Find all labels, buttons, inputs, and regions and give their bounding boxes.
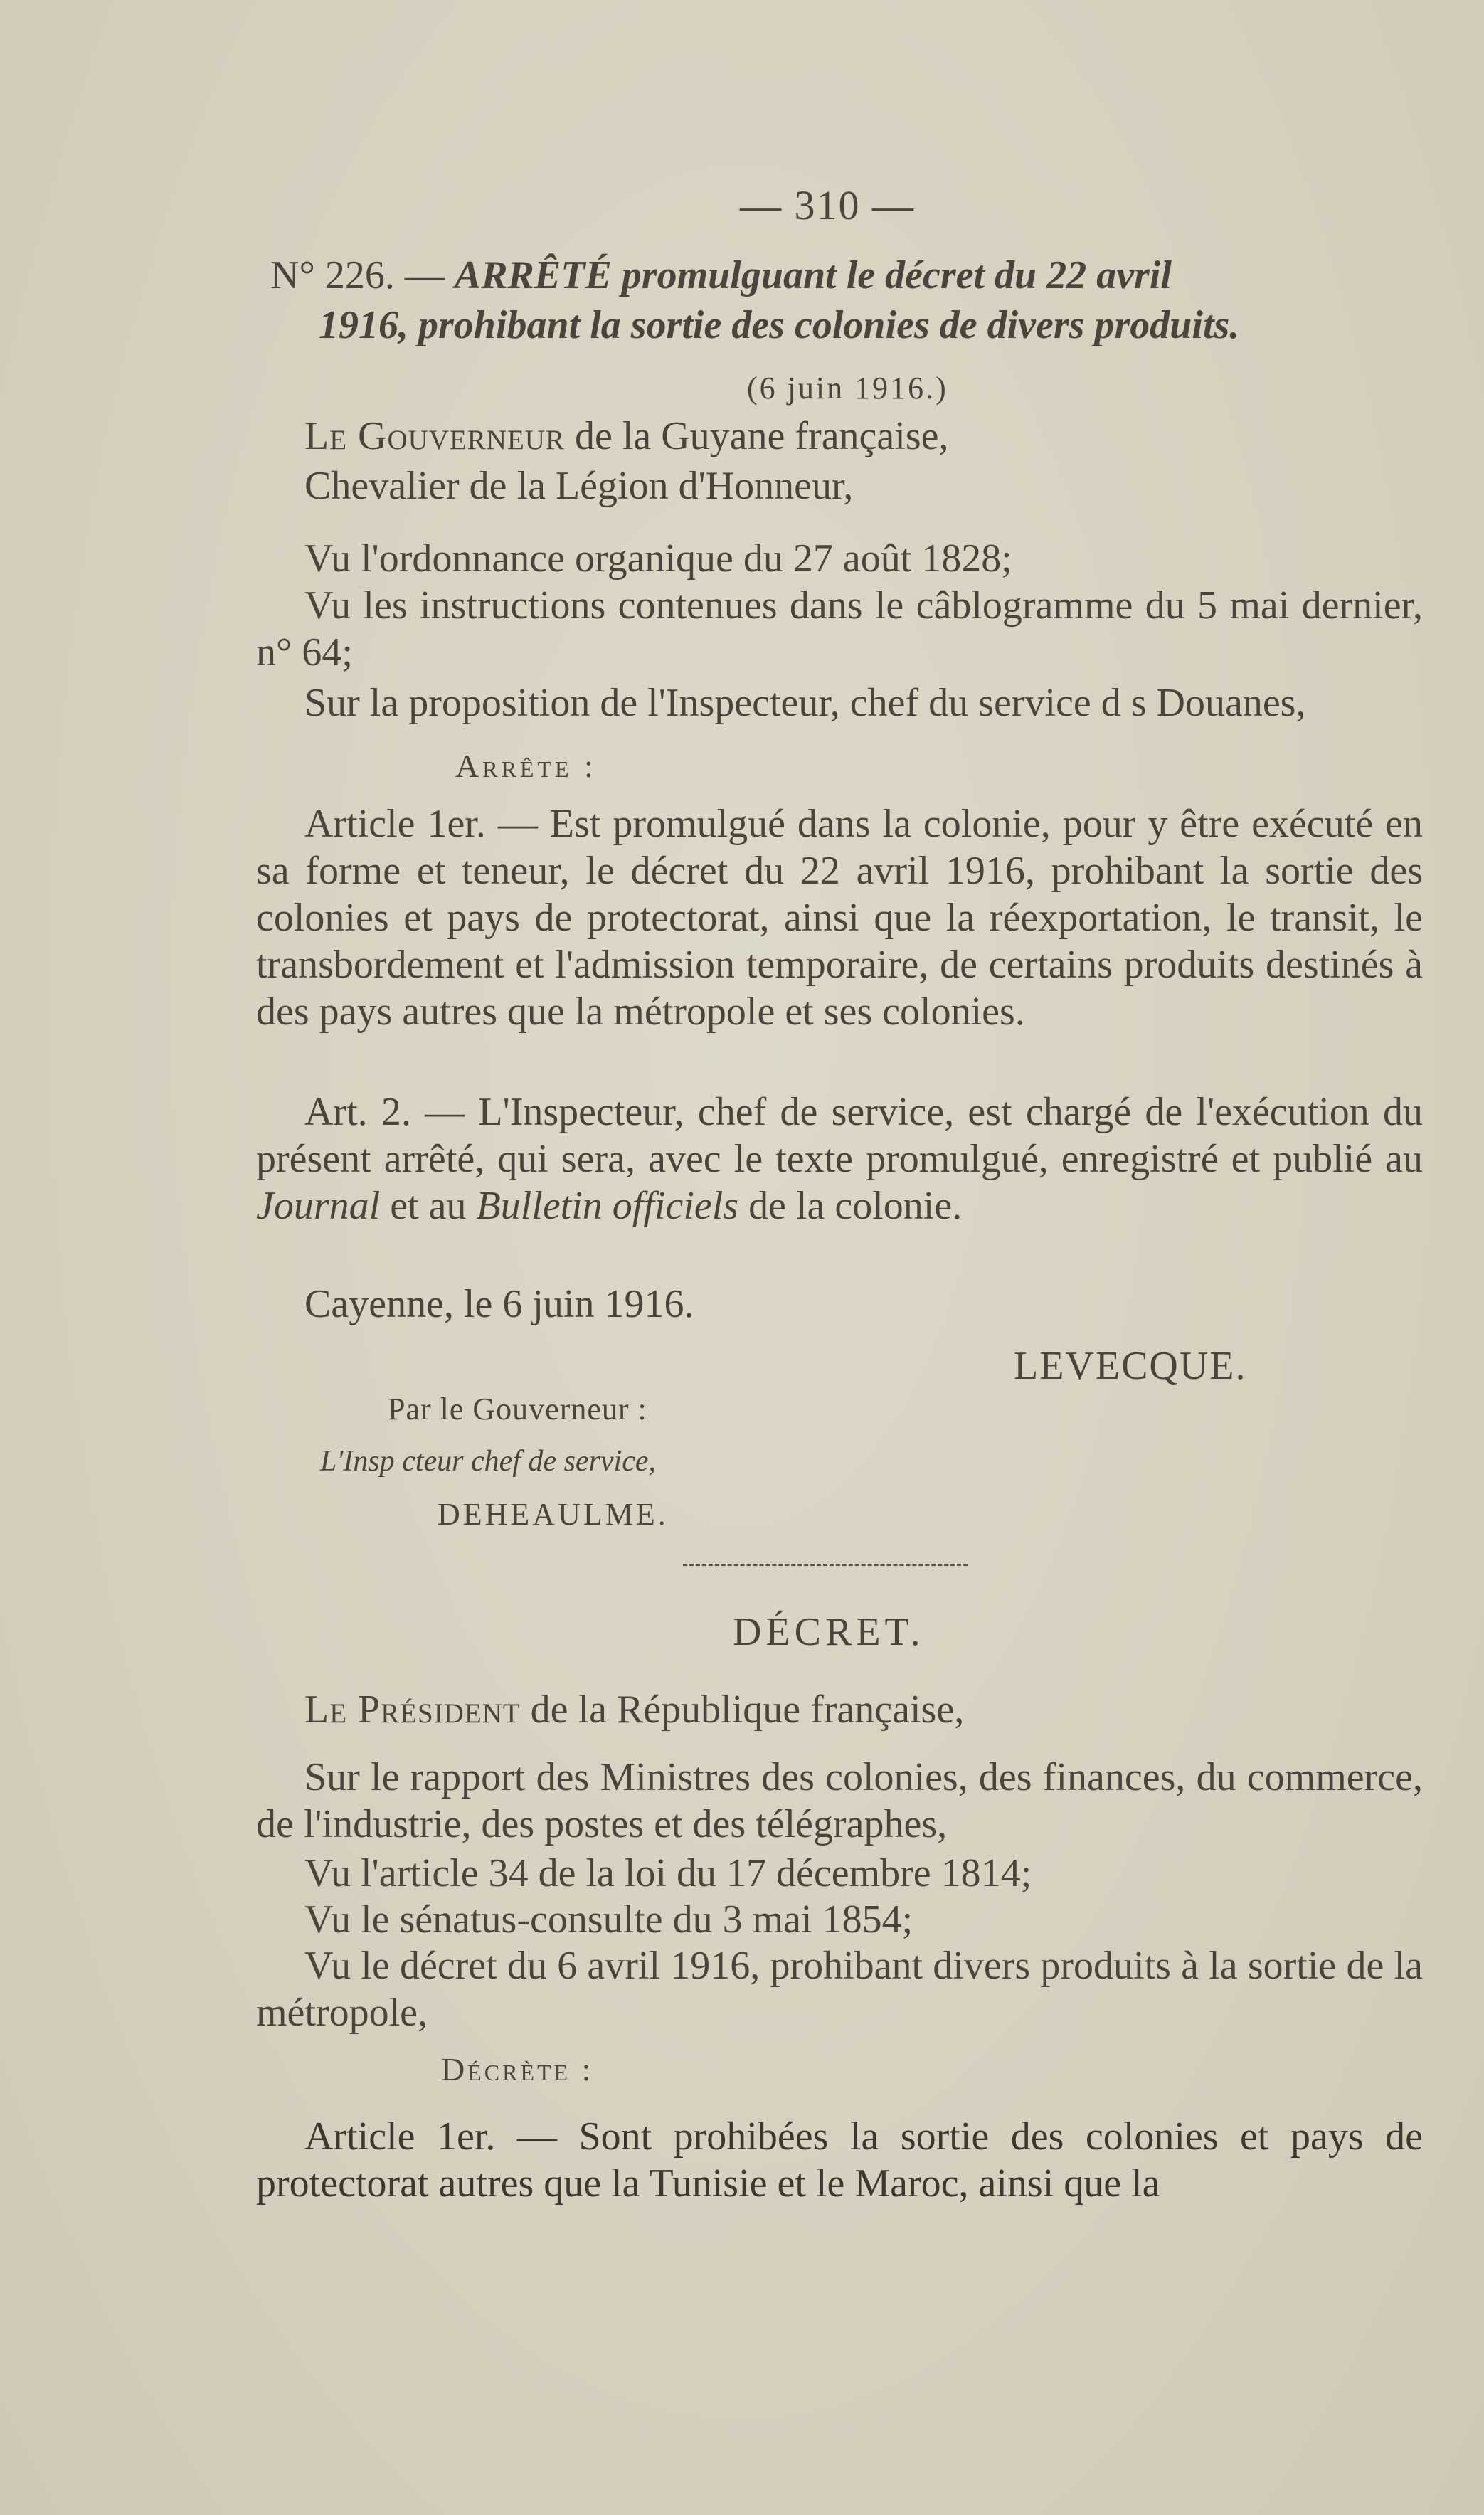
arrete-label: Arrête : (455, 748, 597, 784)
arrete-article-1 (256, 800, 1423, 1035)
arrete-article-2 (256, 1089, 1423, 1229)
decret-vu-loi: Vu l'article 34 de la loi du 17 décembre 1814; (304, 1851, 1032, 1895)
arrete-heading-line1 (270, 253, 1430, 298)
decrete-label: Décrète : (441, 2051, 594, 2087)
vu-instructions: Vu les instructions contenues dans le câblogramme du 5 mai dernier, n° 64; (256, 583, 1423, 674)
decret-article-1-label: Article 1er. (304, 2114, 496, 2159)
article-2-text-a: — L'Inspecteur, chef de service, est chargé de l'exécution du présent arrêté, qui sera, avec le texte promulgué, enregistré et publié au (256, 1090, 1423, 1181)
decret-title: DÉCRET. (733, 1610, 925, 1654)
article-2-text-c: de la colonie. (738, 1184, 963, 1228)
vu-ordonnance: Vu l'ordonnance organique du 27 août 1828; (304, 536, 1012, 581)
governor-territory: de la Guyane française, (564, 414, 949, 458)
page-number: — 310 — (740, 182, 915, 228)
governor-line (256, 413, 1423, 460)
arrete-title-line2: 1916, prohibant la sortie des colonies de divers produits. (319, 303, 1240, 347)
decret-sur-rapport: Sur le rapport des Ministres des colonies, des finances, du commerce, de l'industrie, des postes et des télégraphes, (256, 1755, 1423, 1846)
article-2-text-b: et au (380, 1184, 477, 1228)
arrete-number: N° 226. — (270, 253, 445, 297)
inspecteur-name: DEHEAULME. (438, 1497, 669, 1532)
arrete-date: (6 juin 1916.) (747, 371, 948, 406)
bulletin-ref: Bulletin officiels (476, 1184, 739, 1228)
arrete-title-line1: ARRÊTÉ promulguant le décret du 22 avril (454, 253, 1172, 297)
governor-title: Le Gouverneur (304, 414, 565, 458)
president-line (256, 1686, 1423, 1733)
par-gouverneur: Par le Gouverneur : (388, 1392, 647, 1426)
article-1-text: — Est promulgué dans la colonie, pour y être exécuté en sa forme et teneur, le décret du 22 avril 1916, prohibant la sortie des colonies et pays de protectorat, ainsi que la réexportation, le transit, le transbordement et l'admission temporaire, de certains produits destinés à des pays autres que la métropole et ses colonies. (256, 802, 1423, 1034)
section-divider (683, 1564, 968, 1566)
president-republic: de la République française, (520, 1688, 965, 1732)
article-1-label: Article 1er. (304, 802, 486, 846)
article-2-label: Art. 2. (304, 1090, 411, 1134)
place-date: Cayenne, le 6 juin 1916. (304, 1282, 694, 1326)
inspecteur-title: L'Insp cteur chef de service, (320, 1445, 656, 1478)
sur-proposition: Sur la proposition de l'Inspecteur, chef du service d s Douanes, (304, 681, 1306, 725)
president-title: Le Président (304, 1688, 521, 1732)
signature-name: LEVECQUE. (1014, 1344, 1247, 1388)
governor-honor: Chevalier de la Légion d'Honneur, (304, 464, 854, 508)
decret-vu-decret: Vu le décret du 6 avril 1916, prohibant divers produits à la sortie de la métropole, (256, 1944, 1423, 2035)
decret-article-1 (256, 2113, 1423, 2207)
decret-article-1-text: — Sont prohibées la sortie des colonies et pays de protectorat autres que la Tunisie et le Maroc, ainsi que la (256, 2114, 1423, 2206)
journal-ref: Journal (256, 1184, 381, 1228)
decret-vu-senatus: Vu le sénatus-consulte du 3 mai 1854; (304, 1897, 913, 1942)
